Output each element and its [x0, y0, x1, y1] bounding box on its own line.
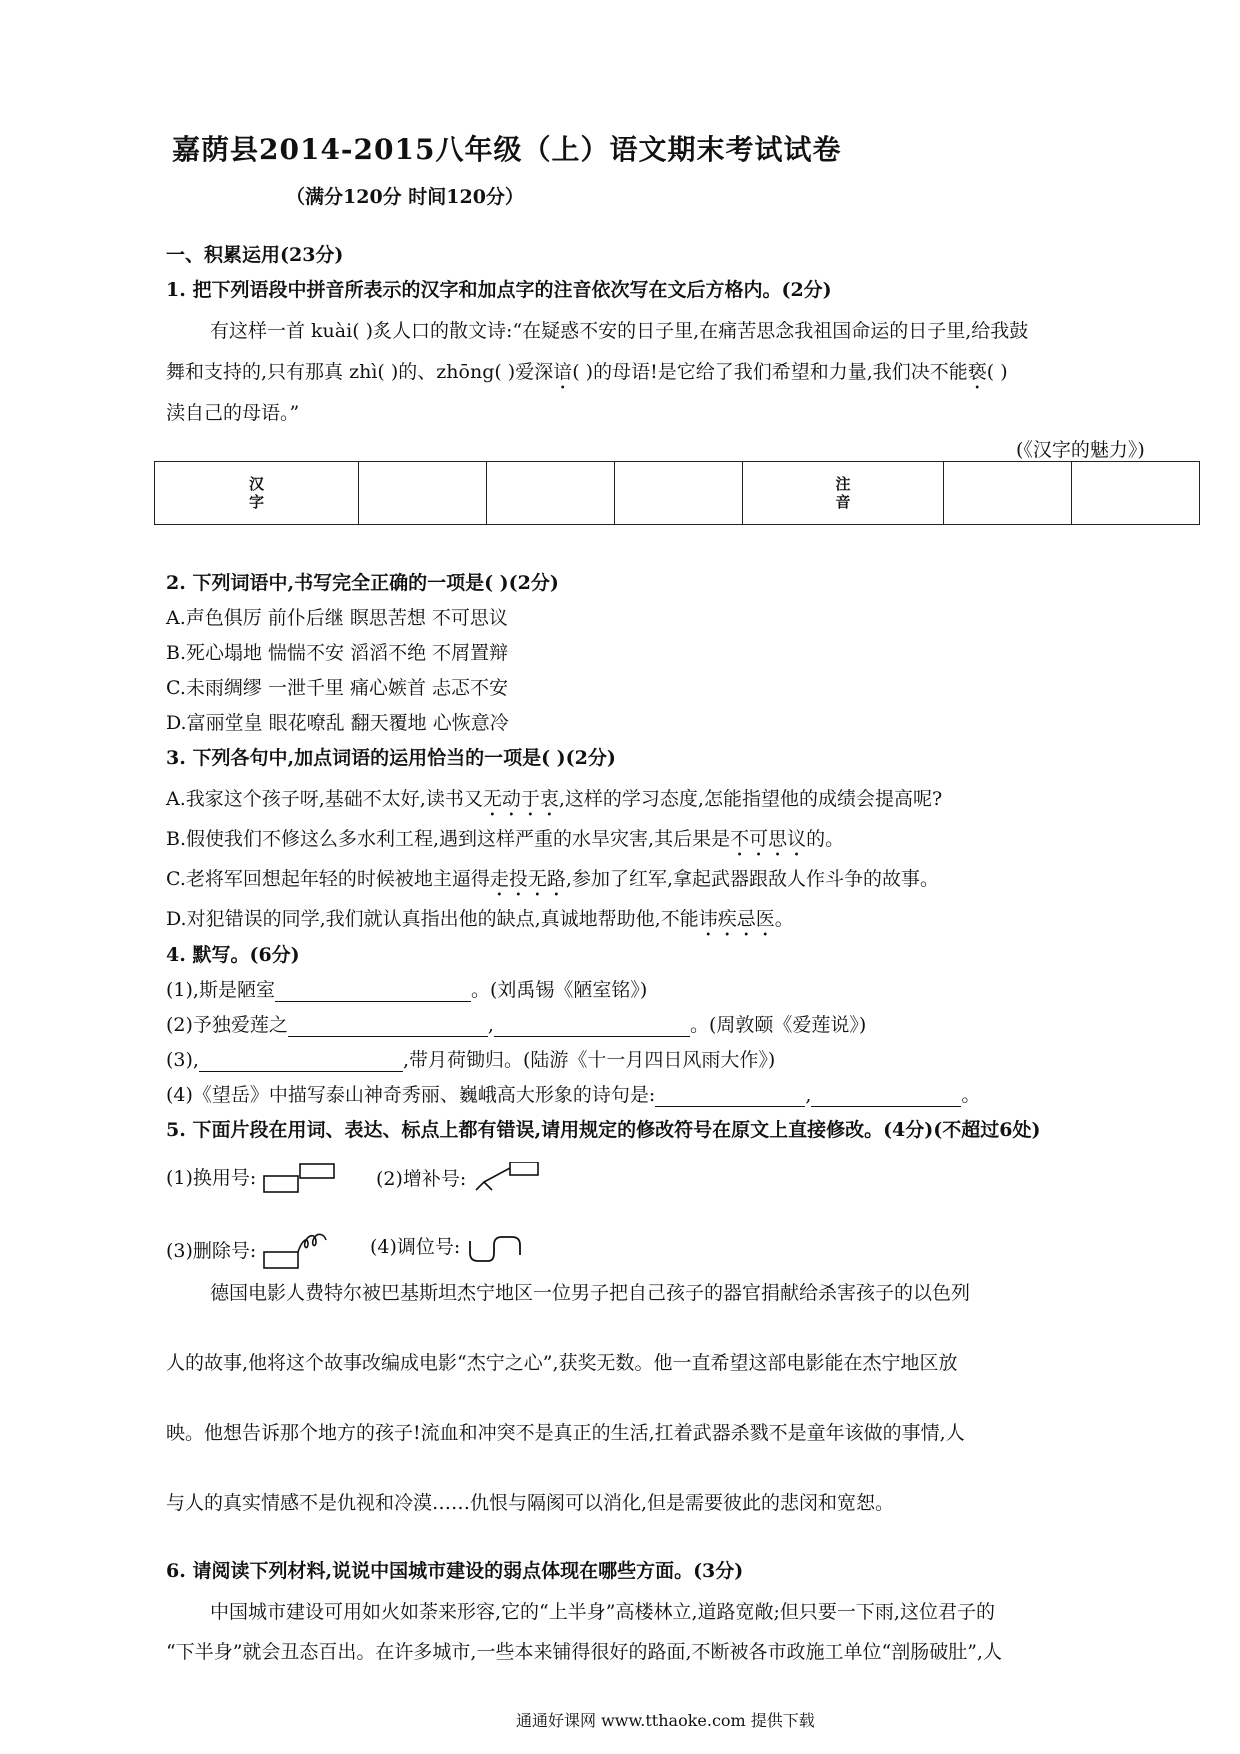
fill-blank[interactable]: [494, 1016, 690, 1037]
answer-cell[interactable]: [615, 462, 743, 525]
question-6-passage-line-2: “下半身”就会丑态百出。在许多城市,一些本来铺得很好的路面,不断被各市政施工单位“剖肠破肚”,人: [166, 1641, 1002, 1663]
question-2-option-c: C.未雨绸缪 一泄千里 痛心嫉首 忐忑不安: [166, 677, 509, 699]
question-5-passage-line-3: 映。他想告诉那个地方的孩子!流血和冲突不是真正的生活,扛着武器杀戮不是童年该做的事情,人: [166, 1422, 965, 1444]
question-2-stem: 2. 下列词语中,书写完全正确的一项是( )(2分): [166, 572, 559, 594]
question-3-option-b: B.假使我们不修这么多水利工程,遇到这样严重的水旱灾害,其后果是不可思议的。: [166, 828, 845, 850]
question-5-passage-line-4: 与人的真实情感不是仇视和冷漠……仇恨与隔阂可以消化,但是需要彼此的悲闵和宽恕。: [166, 1492, 895, 1514]
question-5-passage-line-2: 人的故事,他将这个故事改编成电影“杰宁之心”,获奖无数。他一直希望这部电影能在杰宁地区放: [166, 1352, 958, 1374]
zhuyin-label-cell: 注音: [743, 462, 944, 525]
question-3-option-c: C.老将军回想起年轻的时候被地主逼得走投无路,参加了红军,拿起武器跟敌人作斗争的故事。: [166, 868, 940, 890]
dotted-phrase: 无动于衷: [482, 788, 559, 810]
question-4-item-1: (1),斯是陋室 。(刘禹锡《陋室铭》): [166, 979, 648, 1001]
symbol-replace: (1)换用号:: [166, 1162, 342, 1196]
answer-cell[interactable]: [944, 462, 1072, 525]
page-subtitle: （满分120分 时间120分）: [286, 186, 524, 208]
question-1-passage-line-1: 有这样一首 kuài( )炙人口的散文诗:“在疑惑不安的日子里,在痛苦思念我祖国命运的日子里,给我鼓: [210, 320, 1029, 342]
dotted-phrase: 走投无路: [489, 868, 566, 890]
dotted-phrase: 讳疾忌医: [698, 908, 775, 930]
page-title: 嘉荫县2014-2015八年级（上）语文期末考试试卷: [172, 133, 842, 166]
symbol-delete: (3)删除号:: [166, 1232, 342, 1272]
fill-blank[interactable]: [811, 1086, 961, 1107]
question-4-item-3: (3), ,带月荷锄归。(陆游《十一月四日风雨大作》): [166, 1049, 776, 1071]
answer-cell[interactable]: [487, 462, 615, 525]
question-1-stem: 1. 把下列语段中拼音所表示的汉字和加点字的注音依次写在文后方格内。(2分): [166, 279, 832, 301]
fill-blank[interactable]: [655, 1086, 805, 1107]
fill-blank[interactable]: [199, 1051, 403, 1072]
question-1-passage-line-3: 渎自己的母语。”: [166, 402, 300, 424]
question-5-stem: 5. 下面片段在用词、表达、标点上都有错误,请用规定的修改符号在原文上直接修改。(4分)(不超过6处): [166, 1119, 1041, 1141]
question-6-stem: 6. 请阅读下列材料,说说中国城市建设的弱点体现在哪些方面。(3分): [166, 1560, 744, 1582]
question-3-option-d: D.对犯错误的同学,我们就认真指出他的缺点,真诚地帮助他,不能讳疾忌医。: [166, 908, 794, 930]
fill-blank[interactable]: [288, 1016, 488, 1037]
answer-cell[interactable]: [359, 462, 487, 525]
question-4-stem: 4. 默写。(6分): [166, 944, 300, 966]
answer-cell[interactable]: [1072, 462, 1200, 525]
question-4-item-2: (2)予独爱莲之 , 。(周敦颐《爱莲说》): [166, 1014, 867, 1036]
symbol-transpose: (4)调位号:: [370, 1232, 530, 1263]
question-5-passage-line-1: 德国电影人费特尔被巴基斯坦杰宁地区一位男子把自己孩子的器官捐献给杀害孩子的以色列: [210, 1282, 971, 1304]
answer-grid: [154, 461, 1200, 525]
dotted-phrase: 不可思议: [730, 828, 807, 850]
passage-source: (《汉字的魅力》): [1016, 439, 1145, 461]
fill-blank[interactable]: [275, 981, 471, 1002]
footer-watermark: 通通好课网 www.tthaoke.com 提供下载: [516, 1711, 815, 1730]
question-2-option-b: B.死心塌地 惴惴不安 滔滔不绝 不屑置辩: [166, 642, 509, 664]
question-2-option-d: D.富丽堂皇 眼花嘹乱 翻天覆地 心恢意冷: [166, 712, 509, 734]
hanzi-label-cell: 汉字: [155, 462, 359, 525]
question-3-stem: 3. 下列各句中,加点词语的运用恰当的一项是( )(2分): [166, 747, 616, 769]
replace-mark-icon: [262, 1162, 342, 1196]
question-3-option-a: A.我家这个孩子呀,基础不太好,读书又无动于衷,这样的学习态度,怎能指望他的成绩会提高呢?: [166, 788, 943, 810]
question-2-option-a: A.声色俱厉 前仆后继 瞑思苦想 不可思议: [166, 607, 508, 629]
question-6-passage-line-1: 中国城市建设可用如火如荼来形容,它的“上半身”高楼林立,道路宽敞;但只要一下雨,这位君子的: [210, 1601, 995, 1623]
question-4-item-4: (4)《望岳》中描写泰山神奇秀丽、巍峨高大形象的诗句是: , 。: [166, 1084, 981, 1106]
delete-mark-icon: [262, 1232, 342, 1272]
dotted-char: 亵: [967, 361, 987, 383]
section-heading: 一、积累运用(23分): [166, 244, 344, 266]
transpose-mark-icon: [466, 1233, 530, 1263]
question-1-passage-line-2: 舞和支持的,只有那真 zhì( )的、zhōng( )爱深谙( )的母语!是它给了我们希望和力量,我们决不能亵( ): [166, 361, 1008, 383]
insert-mark-icon: [472, 1162, 540, 1198]
symbol-insert: (2)增补号:: [376, 1162, 540, 1198]
dotted-char: 谙: [553, 361, 573, 383]
